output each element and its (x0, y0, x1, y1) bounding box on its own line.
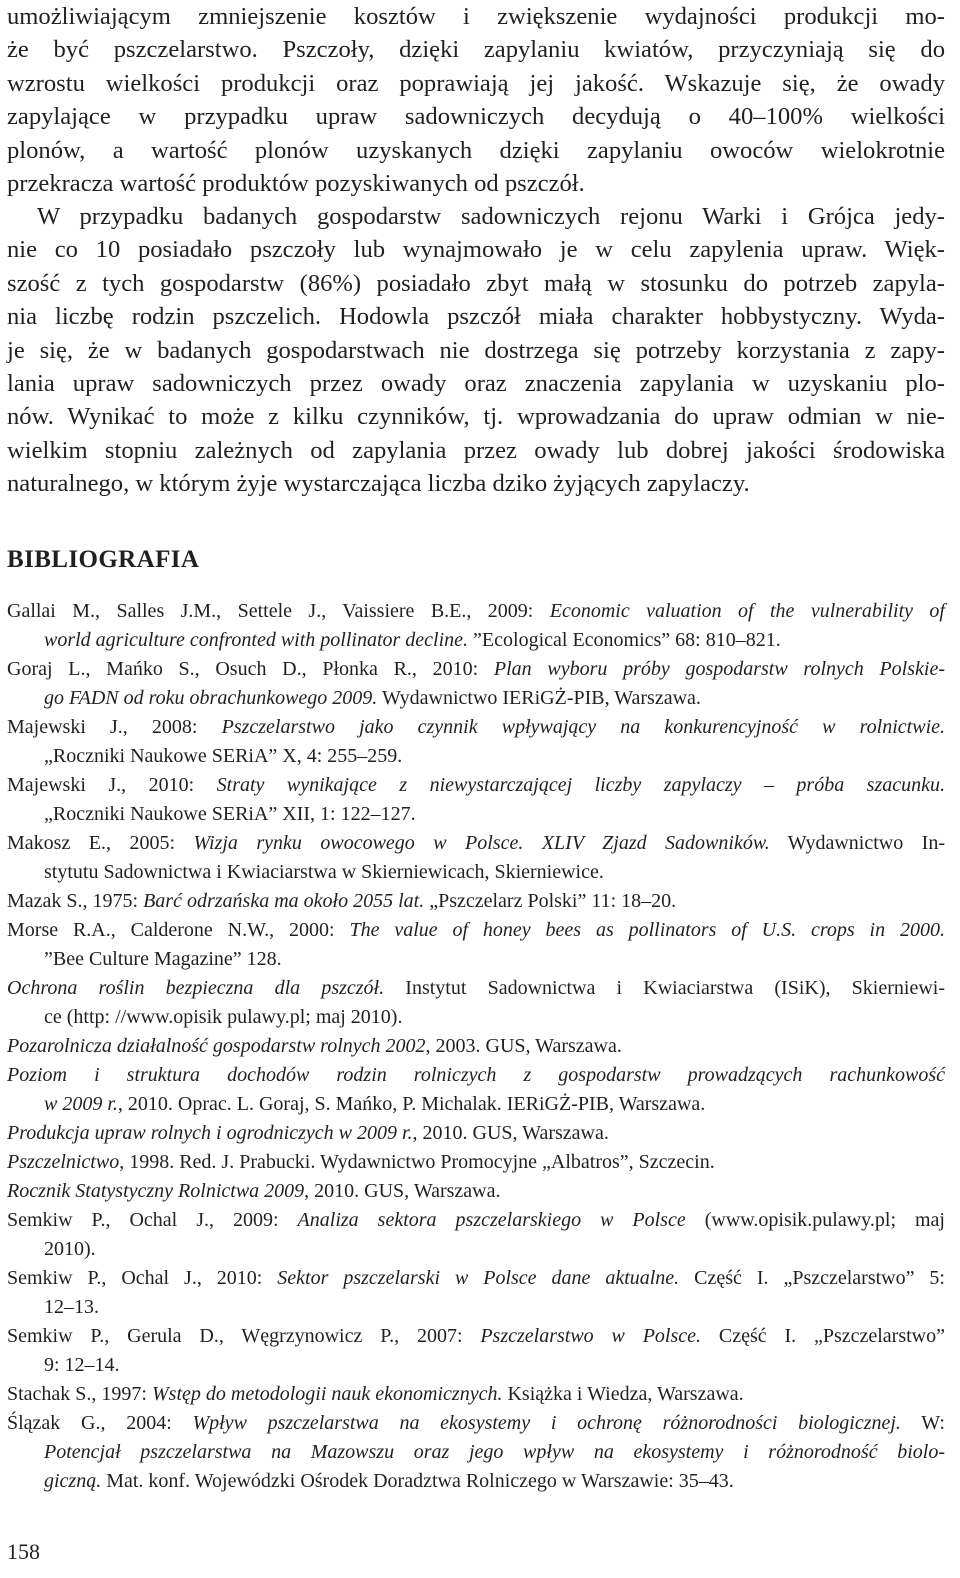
bibliography-line (7, 1467, 945, 1496)
bibliography-entry (7, 713, 945, 771)
citation-text: Semkiw P., Ochal J., 2009: (7, 1209, 298, 1231)
italic-title-text: Ochrona roślin bezpieczna dla pszczół. (7, 977, 385, 999)
citation-text: (www.opisik.pulawy.pl; maj (685, 1209, 945, 1231)
bibliography-line (7, 1438, 945, 1467)
bibliography-line (7, 858, 945, 887)
text-line: nia liczbę rodzin pszczelich. Hodowla pszczół miała charakter hobbystyczny. Wyda- (7, 303, 945, 331)
bibliography-line (7, 1235, 945, 1264)
citation-text: Mat. konf. Wojewódzki Ośrodek Doradztwa Rolniczego w Warszawie: 35–43. (101, 1470, 734, 1492)
bibliography-line (7, 597, 945, 626)
citation-text: „Pszczelarz Polski” 11: 18–20. (424, 890, 677, 912)
bibliography-line (7, 887, 945, 916)
bibliography-entry (7, 1177, 945, 1206)
text-line: że być pszczelarstwo. Pszczoły, dzięki zapylaniu kwiatów, przyczyniają się do (7, 36, 945, 64)
text-line: nów. Wynikać to może z kilku czynników, tj. wprowadzania do upraw odmian w nie- (7, 403, 945, 431)
bibliography-line (7, 655, 945, 684)
text-line: umożliwiającym zmniejszenie kosztów i zwiększenie wydajności produkcji mo- (7, 3, 945, 30)
citation-text: W: (900, 1412, 945, 1434)
bibliography-entry (7, 974, 945, 1032)
italic-title-text: world agriculture confronted with pollinator decline. (44, 629, 469, 651)
bibliography-line (7, 1351, 945, 1380)
bibliography-heading: BIBLIOGRAFIA (7, 546, 200, 573)
italic-title-text: go FADN od roku obrachunkowego 2009. (44, 687, 378, 709)
italic-title-text: Potencjał pszczelarstwa na Mazowszu oraz jego wpływ na ekosystemy i różnorodność biolo- (44, 1441, 945, 1463)
italic-title-text: Straty wynikające z niewystarczającej liczby zapylaczy – próba szacunku. (216, 774, 945, 796)
citation-text: Wydawnictwo In- (769, 832, 946, 854)
body-paragraph-1 (7, 0, 945, 200)
bibliography-entry (7, 655, 945, 713)
bibliography-line (7, 1206, 945, 1235)
bibliography-line (7, 974, 945, 1003)
citation-text: Semkiw P., Ochal J., 2010: (7, 1267, 278, 1289)
italic-title-text: Rocznik Statystyczny Rolnictwa 2009 (7, 1180, 305, 1202)
italic-title-text: Barć odrzańska ma około 2055 lat. (143, 890, 425, 912)
italic-title-text: Poziom i struktura dochodów rodzin rolniczych z gospodarstw prowadzących rachunkowość (7, 1064, 945, 1086)
text-line: przekracza wartość produktów pozyskiwanych od pszczół. (7, 170, 585, 198)
citation-text: ”Ecological Economics” 68: 810–821. (468, 629, 781, 651)
bibliography-list (7, 597, 945, 1496)
italic-title-text: Wpływ pszczelarstwa na ekosystemy i ochronę różnorodności biologicznej. (192, 1412, 901, 1434)
bibliography-entry (7, 771, 945, 829)
text-line: zapylające w przypadku upraw sadowniczych decydują o 40–100% wielkości (7, 103, 945, 131)
italic-title-text: Pszczelarstwo jako czynnik wpływający na konkurencyjność w rolnictwie. (221, 716, 946, 738)
italic-title-text: w 2009 r. (44, 1093, 118, 1115)
citation-text: ce (http: //www.opisik pulawy.pl; maj 2010). (44, 1006, 403, 1028)
bibliography-entry (7, 916, 945, 974)
italic-title-text: Pszczelnictwo (7, 1151, 120, 1173)
italic-title-text: Wstęp do metodologii nauk ekonomicznych. (152, 1383, 503, 1405)
italic-title-text: The value of honey bees as pollinators of U.S. crops in 2000. (349, 919, 945, 941)
bibliography-entry (7, 597, 945, 655)
citation-text: Goraj L., Mańko S., Osuch D., Płonka R., 2010: (7, 658, 494, 680)
bibliography-line (7, 800, 945, 829)
citation-text: stytutu Sadownictwa i Kwiaciarstwa w Skierniewicach, Skierniewice. (44, 861, 604, 883)
bibliography-entry (7, 1322, 945, 1380)
body-paragraph-2 (7, 200, 945, 501)
bibliography-entry (7, 1148, 945, 1177)
citation-text: Makosz E., 2005: (7, 832, 194, 854)
bibliography-line (7, 1090, 945, 1119)
bibliography-entry (7, 1032, 945, 1061)
bibliography-line (7, 945, 945, 974)
bibliography-line (7, 1322, 945, 1351)
citation-text: Semkiw P., Gerula D., Węgrzynowicz P., 2007: (7, 1325, 481, 1347)
citation-text: Część I. „Pszczelarstwo” 5: (679, 1267, 945, 1289)
bibliography-entry (7, 1380, 945, 1409)
page-number: 158 (7, 1539, 40, 1564)
italic-title-text: giczną. (44, 1470, 102, 1492)
bibliography-entry (7, 887, 945, 916)
citation-text: , 1998. Red. J. Prabucki. Wydawnictwo Promocyjne „Albatros”, Szczecin. (119, 1151, 715, 1173)
bibliography-entry (7, 1206, 945, 1264)
citation-text: Stachak S., 1997: (7, 1383, 152, 1405)
text-line: wzrostu wielkości produkcji oraz poprawiają jej jakość. Wskazuje się, że owady (7, 69, 945, 97)
italic-title-text: Produkcja upraw rolnych i ogrodniczych w 2009 r. (7, 1122, 413, 1144)
citation-text: 2010). (44, 1238, 96, 1260)
citation-text: Ślązak G., 2004: (7, 1412, 193, 1434)
bibliography-line (7, 713, 945, 742)
bibliography-entry (7, 1061, 945, 1119)
citation-text: , 2003. GUS, Warszawa. (425, 1035, 622, 1057)
citation-text: Majewski J., 2008: (7, 716, 222, 738)
citation-text: Instytut Sadownictwa i Kwiaciarstwa (ISiK), Skierniewi- (384, 977, 945, 999)
italic-title-text: Sektor pszczelarski w Polsce dane aktualne. (277, 1267, 680, 1289)
italic-title-text: Pszczelarstwo w Polsce. (480, 1325, 702, 1347)
citation-text: Część I. „Pszczelarstwo” (701, 1325, 945, 1347)
citation-text: Mazak S., 1975: (7, 890, 144, 912)
bibliography-line (7, 1177, 945, 1206)
citation-text: , 2010. GUS, Warszawa. (304, 1180, 501, 1202)
bibliography-line (7, 1032, 945, 1061)
bibliography-line (7, 1264, 945, 1293)
citation-text: 9: 12–14. (44, 1354, 120, 1376)
citation-text: Wydawnictwo IERiGŻ-PIB, Warszawa. (377, 687, 701, 709)
citation-text: ”Bee Culture Magazine” 128. (44, 948, 282, 970)
bibliography-line (7, 1409, 945, 1438)
bibliography-line (7, 1003, 945, 1032)
bibliography-line (7, 1148, 945, 1177)
bibliography-line (7, 742, 945, 771)
bibliography-line (7, 1119, 945, 1148)
bibliography-line (7, 916, 945, 945)
citation-text: 12–13. (44, 1296, 99, 1318)
citation-text: Książka i Wiedza, Warszawa. (502, 1383, 744, 1405)
text-line: wielkim stopniu zależnych od zapylania przez owady lub dobrej jakości środowiska (7, 436, 945, 464)
citation-text: Majewski J., 2010: (7, 774, 217, 796)
italic-title-text: Analiza sektora pszczelarskiego w Polsce (297, 1209, 686, 1231)
bibliography-line (7, 829, 945, 858)
italic-title-text: Plan wyboru próby gospodarstw rolnych Polskie- (493, 658, 945, 680)
text-line: nie co 10 posiadało pszczoły lub wynajmowało je w celu zapylenia upraw. Więk- (7, 236, 945, 264)
text-line: W przypadku badanych gospodarstw sadowniczych rejonu Warki i Grójca jedy- (37, 203, 945, 230)
bibliography-entry (7, 1409, 945, 1496)
bibliography-entry (7, 1264, 945, 1322)
text-line: naturalnego, w którym żyje wystarczająca liczba dziko żyjących zapylaczy. (7, 470, 750, 498)
bibliography-line (7, 1293, 945, 1322)
citation-text: „Roczniki Naukowe SERiA” XII, 1: 122–127. (44, 803, 416, 825)
bibliography-line (7, 626, 945, 655)
text-line: szość z tych gospodarstw (86%) posiadało zbyt małą w stosunku do potrzeb zapyla- (7, 269, 945, 297)
citation-text: Gallai M., Salles J.M., Settele J., Vaissiere B.E., 2009: (7, 600, 550, 622)
text-line: lania upraw sadowniczych przez owady oraz znaczenia zapylania w uzyskaniu plo- (7, 370, 945, 398)
bibliography-line (7, 1380, 945, 1409)
bibliography-entry (7, 1119, 945, 1148)
citation-text: , 2010. GUS, Warszawa. (412, 1122, 609, 1144)
citation-text: „Roczniki Naukowe SERiA” X, 4: 255–259. (44, 745, 403, 767)
citation-text: Morse R.A., Calderone N.W., 2000: (7, 919, 350, 941)
italic-title-text: Pozarolnicza działalność gospodarstw rolnych 2002 (7, 1035, 426, 1057)
bibliography-line (7, 771, 945, 800)
citation-text: , 2010. Oprac. L. Goraj, S. Mańko, P. Michalak. IERiGŻ-PIB, Warszawa. (117, 1093, 706, 1115)
italic-title-text: Wizja rynku owocowego w Polsce. XLIV Zjazd Sadowników. (193, 832, 770, 854)
bibliography-line (7, 684, 945, 713)
bibliography-line (7, 1061, 945, 1090)
text-line: je się, że w badanych gospodarstwach nie dostrzega się potrzeby korzystania z zapy- (7, 336, 945, 364)
text-line: plonów, a wartość plonów uzyskanych dzięki zapylaniu owoców wielokrotnie (7, 136, 945, 164)
bibliography-entry (7, 829, 945, 887)
italic-title-text: Economic valuation of the vulnerability of (549, 600, 945, 622)
